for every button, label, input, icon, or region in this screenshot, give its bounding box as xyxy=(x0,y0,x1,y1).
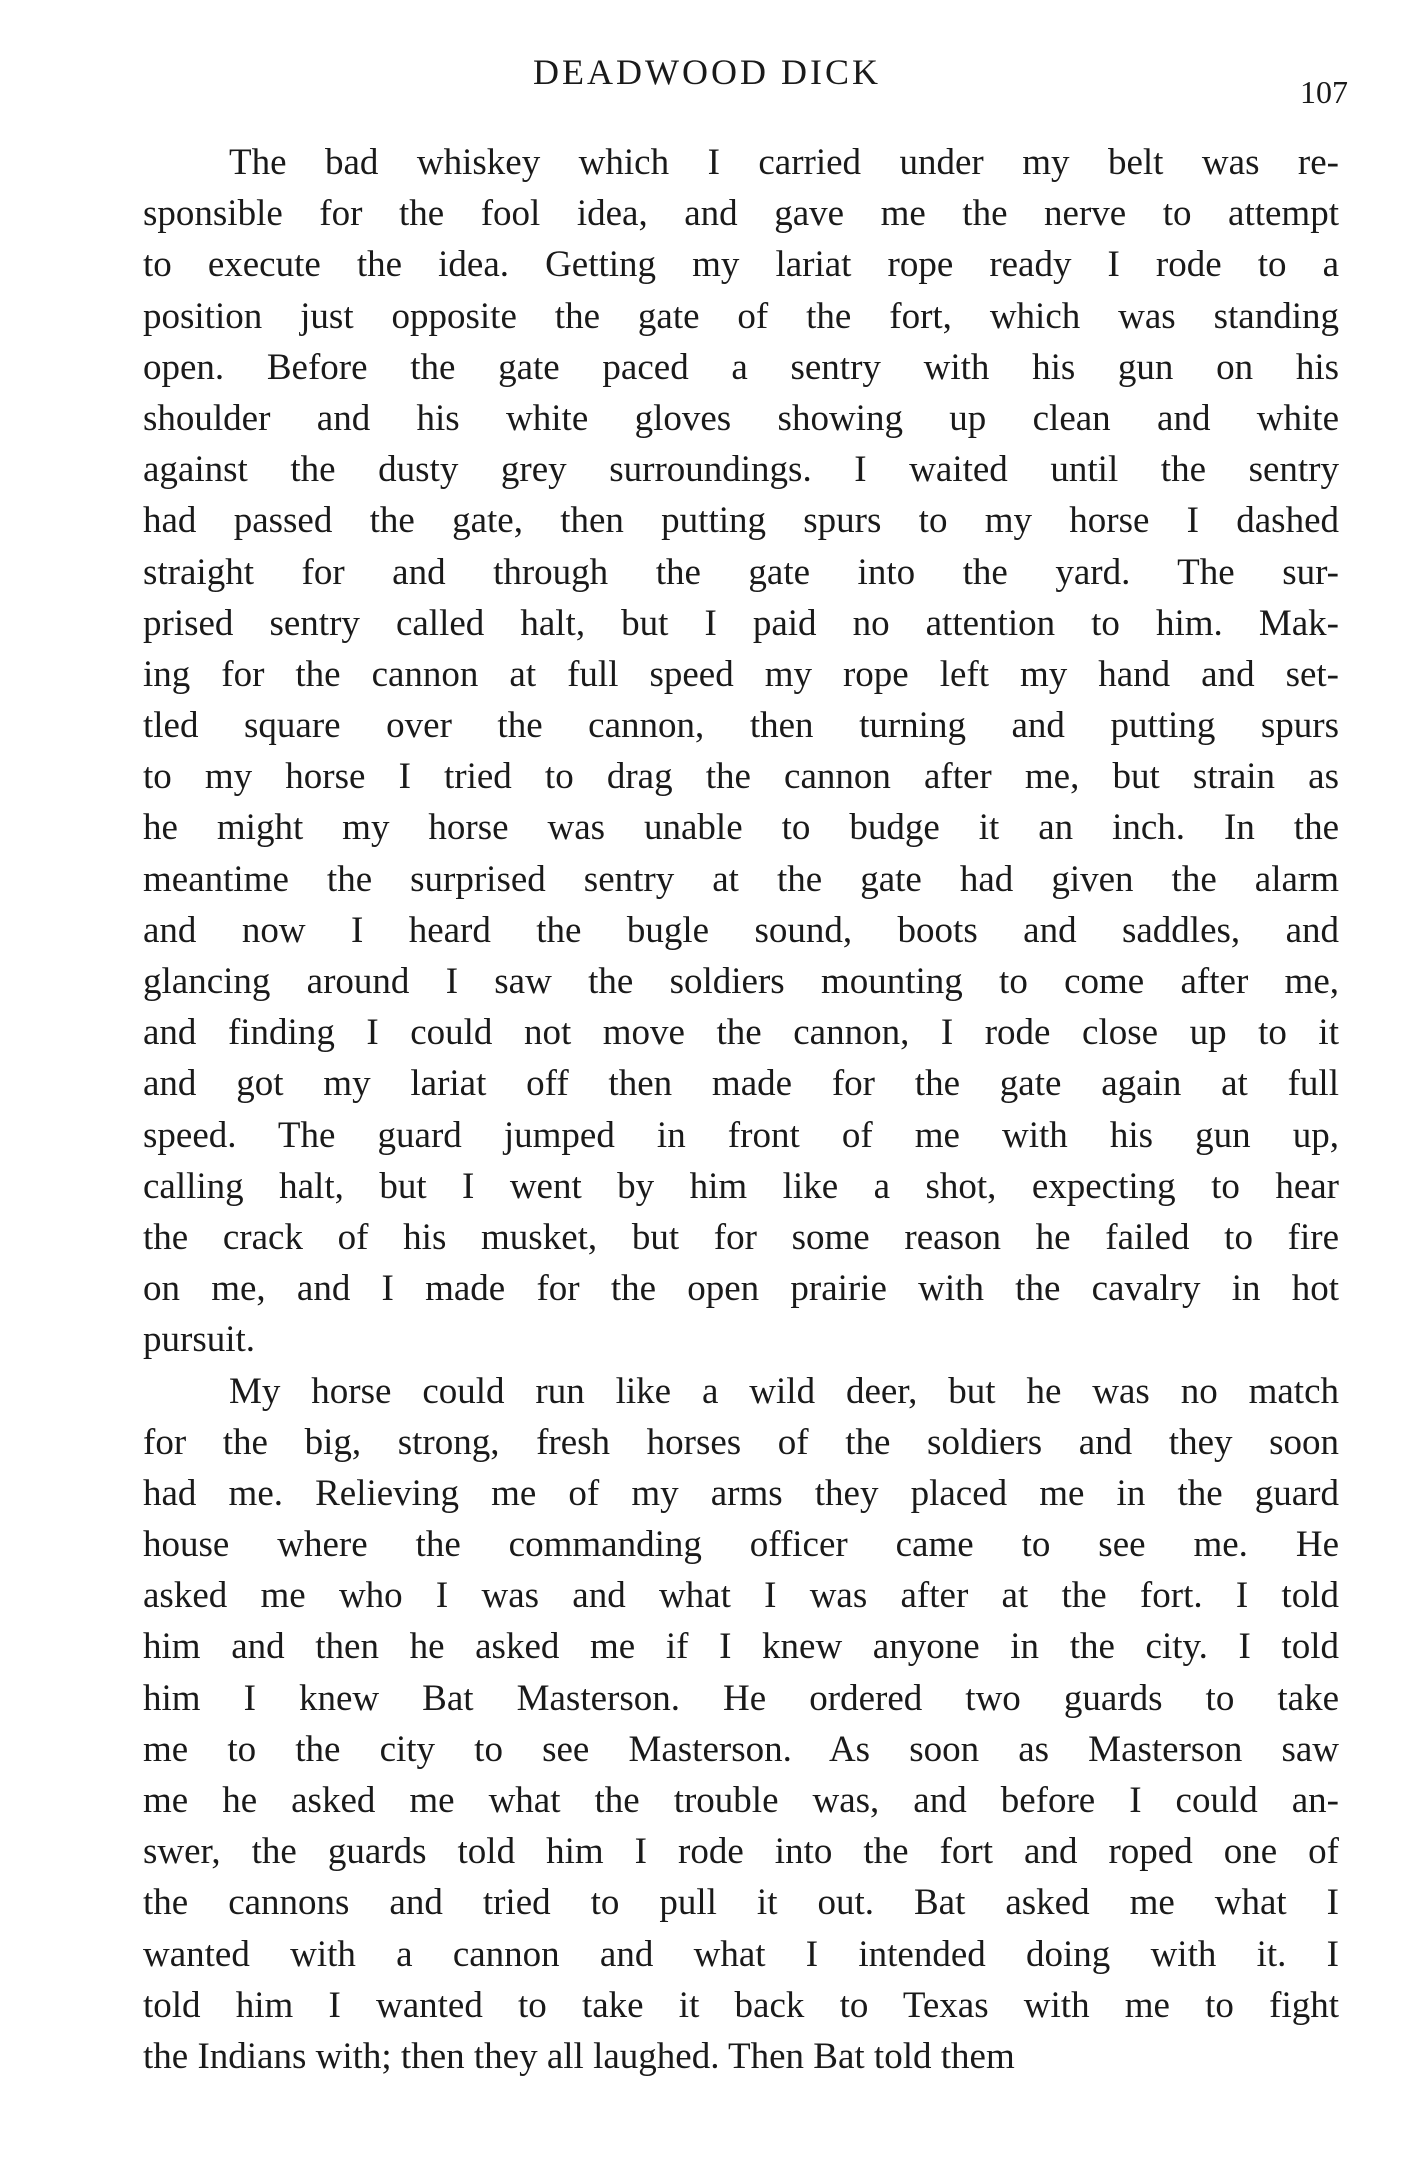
text-line: for the big, strong, fresh horses of the soldiers and they soon xyxy=(143,1421,1339,1463)
text-line: straight for and through the gate into the yard. The sur- xyxy=(143,551,1339,593)
text-line: me he asked me what the trouble was, and before I could an- xyxy=(143,1780,1339,1821)
text-line: wanted with a cannon and what I intended doing with it. I xyxy=(143,1933,1339,1975)
text-line: speed. The guard jumped in front of me with his gun up, xyxy=(143,1114,1339,1156)
text-line: meantime the surprised sentry at the gate had given the alarm xyxy=(143,858,1339,900)
text-line: swer, the guards told him I rode into the fort and roped one of xyxy=(143,1831,1339,1873)
text-line: me to the city to see Masterson. As soon as Masterson saw xyxy=(143,1728,1339,1770)
text-line: had me. Relieving me of my arms they placed me in the guard xyxy=(143,1472,1339,1514)
text-line: and now I heard the bugle sound, boots and saddles, and xyxy=(143,909,1339,951)
text-line: had passed the gate, then putting spurs to my horse I dashed xyxy=(143,500,1339,542)
text-line: him I knew Bat Masterson. He ordered two guards to take xyxy=(143,1677,1339,1719)
text-line: against the dusty grey surroundings. I waited until the sentry xyxy=(143,449,1339,491)
text-line: The bad whiskey which I carried under my belt was re- xyxy=(229,142,1339,183)
text-line: position just opposite the gate of the fort, which was standing xyxy=(143,295,1339,337)
text-line: My horse could run like a wild deer, but he was no match xyxy=(229,1370,1339,1412)
text-line: and got my lariat off then made for the gate again at full xyxy=(143,1063,1339,1105)
text-line: pursuit. xyxy=(143,1319,256,1361)
text-line: ing for the cannon at full speed my rope left my hand and set- xyxy=(143,653,1339,695)
page-number: 107 xyxy=(1300,74,1348,110)
text-line: prised sentry called halt, but I paid no attention to him. Mak- xyxy=(143,602,1339,644)
text-line: and finding I could not move the cannon, I rode close up to it xyxy=(143,1012,1339,1054)
text-line: the crack of his musket, but for some reason he failed to fire xyxy=(143,1216,1339,1258)
text-line: told him I wanted to take it back to Texas with me to fight xyxy=(143,1984,1339,2026)
text-line: sponsible for the fool idea, and gave me the nerve to attempt xyxy=(143,193,1339,235)
text-line: house where the commanding officer came to see me. He xyxy=(143,1524,1339,1566)
text-line: asked me who I was and what I was after at the fort. I told xyxy=(143,1575,1339,1617)
text-line: tled square over the cannon, then turning and putting spurs xyxy=(143,705,1339,747)
text-line: glancing around I saw the soldiers mounting to come after me, xyxy=(143,961,1339,1002)
text-line: on me, and I made for the open prairie with the cavalry in hot xyxy=(143,1268,1339,1310)
paragraph xyxy=(143,137,1339,1366)
text-line: to my horse I tried to drag the cannon after me, but strain as xyxy=(143,756,1339,798)
running-title: DEADWOOD DICK xyxy=(533,52,881,92)
text-line: the cannons and tried to pull it out. Bat asked me what I xyxy=(143,1882,1339,1924)
text-line: the Indians with; then they all laughed. Then Bat told them xyxy=(143,2035,1015,2077)
running-head xyxy=(0,50,1414,110)
text-line: calling halt, but I went by him like a shot, expecting to hear xyxy=(143,1165,1339,1207)
text-line: to execute the idea. Getting my lariat rope ready I rode to a xyxy=(143,244,1339,286)
text-line: open. Before the gate paced a sentry with his gun on his xyxy=(143,346,1339,388)
text-line: shoulder and his white gloves showing up clean and white xyxy=(143,397,1339,439)
text-block xyxy=(143,137,1339,2082)
text-line: he might my horse was unable to budge it an inch. In the xyxy=(143,807,1339,849)
text-line: him and then he asked me if I knew anyone in the city. I told xyxy=(143,1626,1339,1668)
paragraph xyxy=(143,1366,1339,2083)
